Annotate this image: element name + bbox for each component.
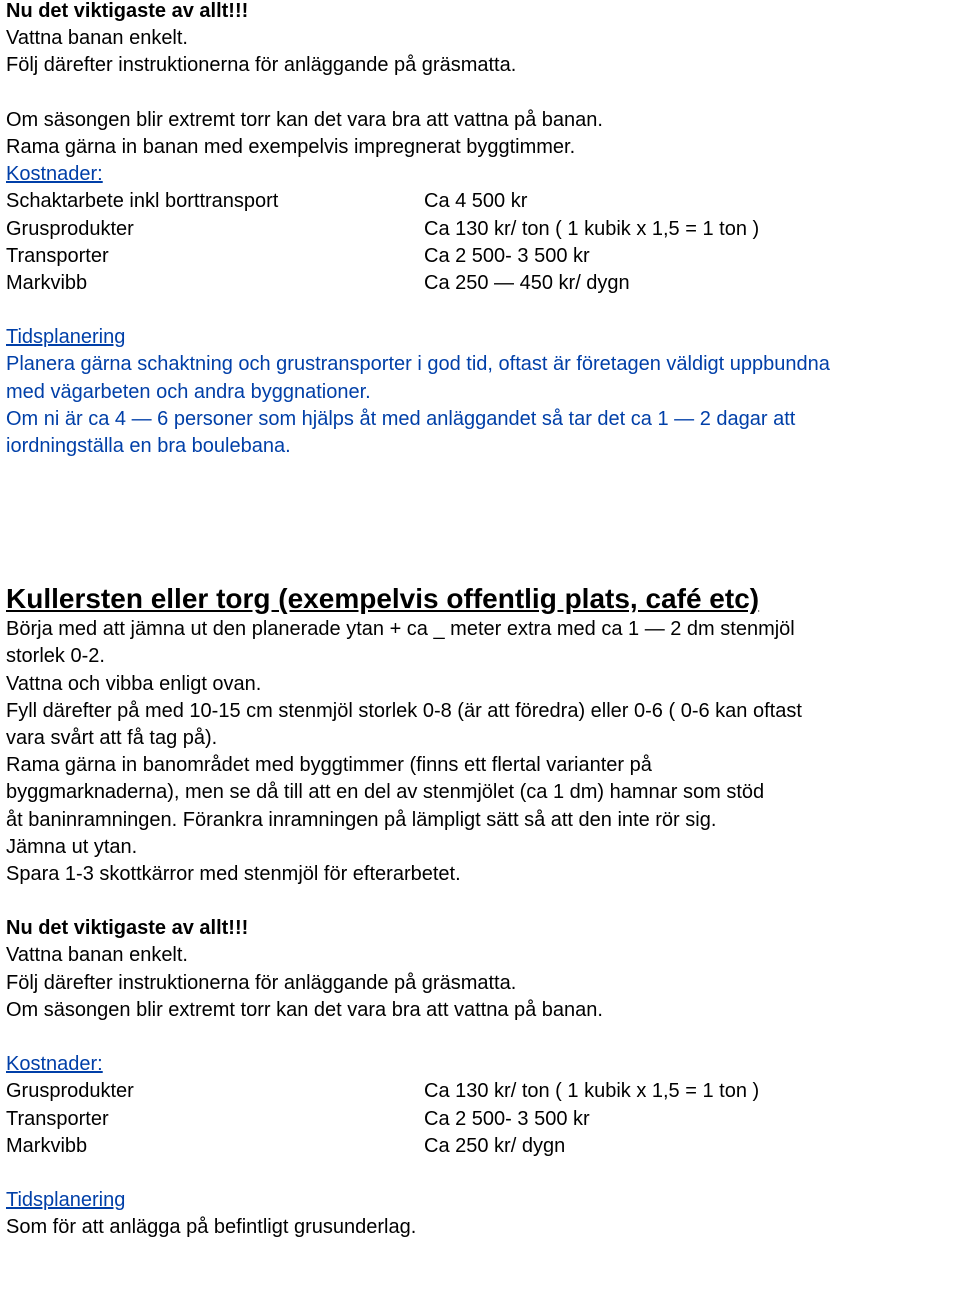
- costs-heading: Kostnader:: [6, 1053, 103, 1076]
- paragraph-line: iordningställa en bra boulebana.: [6, 435, 291, 457]
- cost-price: Ca 2 500- 3 500 kr: [424, 244, 590, 267]
- cost-item: Grusprodukter: [6, 217, 134, 240]
- costs-table: [6, 188, 958, 297]
- cost-price: Ca 4 500 kr: [424, 190, 528, 213]
- paragraph-line: Om säsongen blir extremt torr kan det vara bra att vattna på banan.: [6, 108, 603, 131]
- paragraph-line: Följ därefter instruktionerna för anläggande på gräsmatta.: [6, 971, 517, 994]
- paragraph-line: Börja med att jämna ut den planerade ytan + ca _ meter extra med ca 1 — 2 dm stenmjöl: [6, 618, 795, 641]
- cost-row: [6, 216, 958, 243]
- important-heading: Nu det viktigaste av allt!!!: [6, 917, 249, 940]
- planning-heading: Tidsplanering: [6, 326, 126, 349]
- cost-price: Ca 250 kr/ dygn: [424, 1134, 566, 1157]
- cost-item: Transporter: [6, 1107, 109, 1130]
- paragraph-line: Om säsongen blir extremt torr kan det vara bra att vattna på banan.: [6, 998, 603, 1021]
- cost-price: Ca 130 kr/ ton ( 1 kubik x 1,5 = 1 ton ): [424, 1080, 760, 1103]
- paragraph-line: byggmarknaderna), men se då till att en del av stenmjölet (ca 1 dm) hamnar som stöd: [6, 781, 765, 804]
- paragraph-line: Fyll därefter på med 10-15 cm stenmjöl storlek 0-8 (är att föredra) eller 0-6 ( 0-6 kan oftast: [6, 699, 802, 722]
- cost-item: Markvibb: [6, 1134, 88, 1157]
- cost-row: [6, 243, 958, 270]
- paragraph-line: Vattna banan enkelt.: [6, 27, 188, 50]
- paragraph-line: Vattna och vibba enligt ovan.: [6, 672, 262, 695]
- paragraph-line: Planera gärna schaktning och grustransporter i god tid, oftast är företagen väldigt uppbundna: [6, 353, 830, 376]
- paragraph-line: Rama gärna in banområdet med byggtimmer (finns ett flertal varianter på: [6, 754, 652, 777]
- paragraph-line: Spara 1-3 skottkärror med stenmjöl för efterarbetet.: [6, 862, 461, 885]
- cost-row: [6, 1078, 958, 1105]
- cost-row: [6, 270, 958, 297]
- cost-row: [6, 188, 958, 215]
- paragraph-line: Som för att anlägga på befintligt grusunderlag.: [6, 1216, 417, 1239]
- costs-table: [6, 1078, 958, 1160]
- blank-line: [6, 1024, 958, 1051]
- cost-item: Grusprodukter: [6, 1080, 134, 1103]
- blank-line: [6, 1160, 958, 1187]
- costs-heading: Kostnader:: [6, 163, 103, 186]
- paragraph-line: åt baninramningen. Förankra inramningen på lämpligt sätt så att den inte rör sig.: [6, 808, 717, 831]
- cost-row: [6, 1133, 958, 1160]
- cost-price: Ca 2 500- 3 500 kr: [424, 1107, 590, 1130]
- paragraph-line: Rama gärna in banan med exempelvis impregnerat byggtimmer.: [6, 135, 576, 158]
- cost-item: Schaktarbete inkl borttransport: [6, 190, 279, 213]
- paragraph-line: Vattna banan enkelt.: [6, 944, 188, 967]
- blank-line: [6, 888, 958, 915]
- paragraph-line: Om ni är ca 4 — 6 personer som hjälps åt med anläggandet så tar det ca 1 — 2 dagar att: [6, 407, 796, 430]
- cost-price: Ca 130 kr/ ton ( 1 kubik x 1,5 = 1 ton ): [424, 217, 760, 240]
- spacer: [6, 460, 958, 582]
- paragraph-line: med vägarbeten och andra byggnationer.: [6, 380, 371, 403]
- blank-line: [6, 80, 958, 107]
- important-heading: Nu det viktigaste av allt!!!: [6, 0, 249, 22]
- document-page: [6, 0, 958, 1242]
- paragraph-line: storlek 0-2.: [6, 645, 105, 668]
- paragraph-line: Jämna ut ytan.: [6, 835, 138, 858]
- cost-row: [6, 1106, 958, 1133]
- cost-item: Transporter: [6, 244, 109, 267]
- planning-heading: Tidsplanering: [6, 1189, 126, 1212]
- paragraph-line: Följ därefter instruktionerna för anläggande på gräsmatta.: [6, 54, 517, 77]
- section-heading: Kullersten eller torg (exempelvis offentlig plats, café etc): [6, 583, 760, 615]
- paragraph-line: vara svårt att få tag på).: [6, 726, 218, 749]
- cost-price: Ca 250 — 450 kr/ dygn: [424, 271, 630, 294]
- cost-item: Markvibb: [6, 271, 88, 294]
- blank-line: [6, 297, 958, 324]
